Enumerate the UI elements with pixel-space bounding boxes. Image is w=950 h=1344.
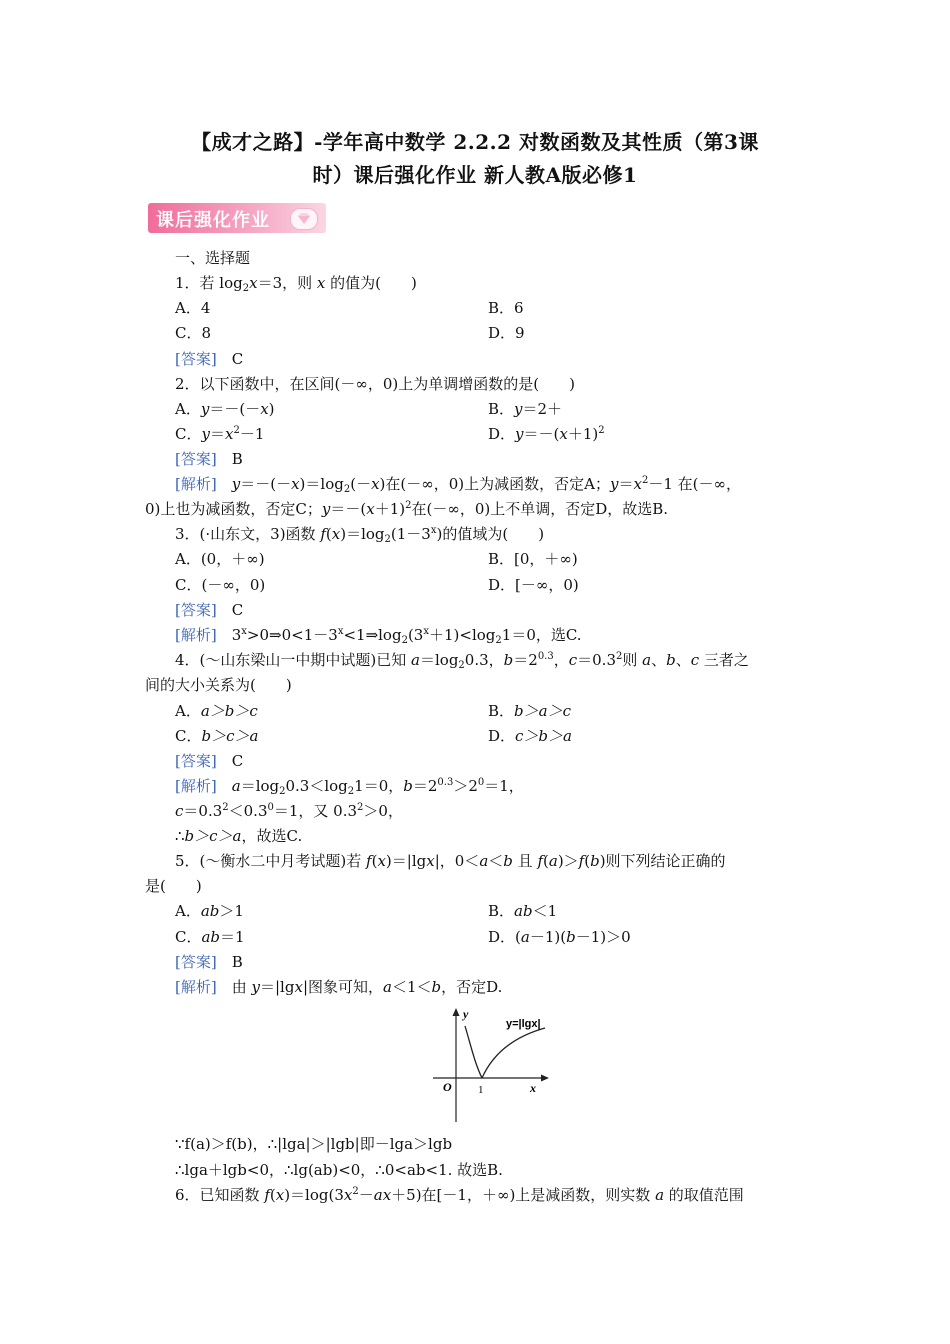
section-banner — [148, 203, 326, 233]
q2-analysis-line-1: [解析] $y=-(-x)=\log_2(-x)$在(－∞，0)上为减函数，否定A；$y=x^2-1$ 在(－∞， — [175, 475, 741, 495]
lgx-graph — [425, 1006, 555, 1124]
q2-option-b: B．y＝2＋ — [488, 400, 563, 418]
q1-option-a: A．4 — [175, 299, 211, 317]
q5-option-d: D．(a－1)(b－1)＞0 — [488, 928, 631, 946]
q4-option-a: A．a＞b＞c — [175, 702, 258, 720]
y-axis-label: y — [463, 1007, 469, 1021]
q3-option-d: D．[－∞，0) — [488, 576, 579, 594]
x-axis-arrow — [541, 1075, 549, 1082]
x-axis-label: x — [530, 1081, 536, 1095]
q1-answer: [答案] C — [175, 350, 244, 368]
q2-option-c: C．$y=x^2-1$ — [175, 425, 265, 443]
q4-option-c: C．b＞c＞a — [175, 727, 259, 745]
q3-answer: [答案] C — [175, 601, 244, 619]
q2-option-a: A．y＝－(－x) — [175, 400, 275, 418]
q5-answer: [答案] B — [175, 953, 243, 971]
q1-option-b: B．6 — [488, 299, 524, 317]
q3-option-c: C．(－∞，0) — [175, 576, 266, 594]
q3-analysis: [解析] $3^x>0\Rightarrow 0<1-3^x<1\Rightarrow\log_2(3^x+1)<\log_21=0$，选C. — [175, 626, 582, 646]
q1-option-d: D．9 — [488, 324, 525, 342]
q3-stem: 3．(·山东文，3)函数 $f(x)=\log_2(1-3^x)$的值域为( ) — [175, 525, 545, 545]
q5-stem-line-2: 是( ) — [145, 877, 202, 895]
q4-analysis-line-3: ∴b＞c＞a，故选C. — [175, 827, 303, 845]
q5-analysis: [解析] 由 y＝|lgx|图象可知，a＜1＜b，否定D. — [175, 978, 503, 996]
q5-option-c: C．ab＝1 — [175, 928, 245, 946]
q2-stem: 2．以下函数中，在区间(－∞，0)上为单调增函数的是( ) — [175, 375, 575, 393]
q3-option-b: B．[0，＋∞) — [488, 550, 578, 568]
curve-label: y=|lgx| — [506, 1018, 541, 1030]
q4-answer: [答案] C — [175, 752, 244, 770]
origin-label: O — [443, 1080, 452, 1094]
q6-stem: 6．已知函数 $f(x)=\log(3x^2-ax+5)$在[－1，＋∞)上是减函数，则实数 a 的取值范围 — [175, 1186, 744, 1204]
diamond-icon — [290, 208, 318, 230]
q2-analysis-line-2: 0)上也为减函数，否定C；$y=-(x+1)^2$在(－∞，0)上不单调，否定D，故选B. — [145, 500, 669, 518]
q4-stem-line-2: 间的大小关系为( ) — [145, 676, 292, 694]
q1-option-c: C．8 — [175, 324, 212, 342]
document-title-line-2: 时）课后强化作业 新人教A版必修1 — [312, 163, 638, 187]
q2-answer: [答案] B — [175, 450, 243, 468]
y-axis-arrow — [453, 1008, 460, 1016]
q3-option-a: A．(0，＋∞) — [175, 550, 265, 568]
q5-reasoning-line-2: ∴lga＋lgb<0，∴lg(ab)<0，∴0<ab<1. 故选B. — [175, 1161, 503, 1179]
banner-label: 课后强化作业 — [156, 210, 270, 231]
q2-option-d: D．$y=-(x+1)^2$ — [488, 425, 605, 443]
q5-stem-line-1: 5．(～衡水二中月考试题)若 f(x)＝|lgx|，0＜a＜b 且 f(a)＞f(b)则下列结论正确的 — [175, 852, 726, 870]
section-heading: 一、选择题 — [175, 249, 251, 267]
q5-option-b: B．ab＜1 — [488, 902, 558, 920]
tick-label-1: 1 — [478, 1084, 484, 1096]
q4-analysis-line-2: $c=0.3^2<0.3^0=1$，又 $0.3^2>0$， — [175, 802, 403, 820]
curve-right-branch — [482, 1028, 545, 1078]
q4-analysis-line-1: [解析] $a=\log_20.3<\log_21=0$，$b=2^{0.3}>2^0=1$， — [175, 777, 524, 797]
q5-option-a: A．ab＞1 — [175, 902, 244, 920]
curve-left-branch — [465, 1026, 482, 1078]
document-title-line-1: 【成才之路】-学年高中数学 2.2.2 对数函数及其性质（第3课 — [191, 130, 759, 154]
q4-option-b: B．b＞a＞c — [488, 702, 571, 720]
q4-stem-line-1: 4．(～山东梁山一中期中试题)已知 $a=\log_20.3$，$b=2^{0.3}$，$c=0.3^2$则 a、b、c 三者之 — [175, 651, 749, 671]
q5-reasoning-line-1: ∵f(a)＞f(b)，∴|lga|＞|lgb|即－lga＞lgb — [175, 1135, 453, 1153]
q1-stem: 1．若 $\log_2x=3$，则 x 的值为( ) — [175, 274, 417, 294]
q4-option-d: D．c＞b＞a — [488, 727, 572, 745]
